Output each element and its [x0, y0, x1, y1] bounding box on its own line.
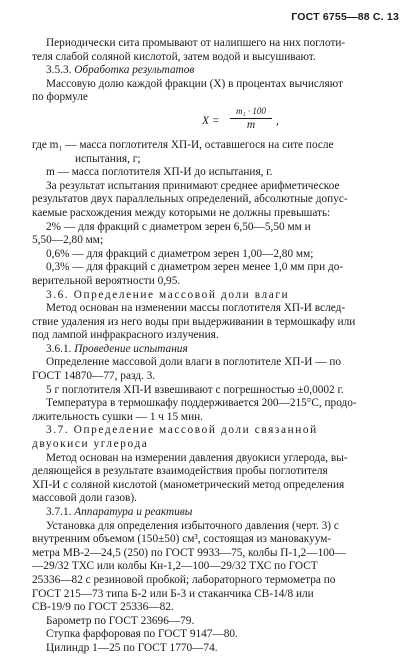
page-header: ГОСТ 6755—88 С. 13 — [291, 11, 399, 23]
paragraph-line: 5 г поглотителя ХП-И взвешивают с погрешностью ±0,0002 г. — [46, 383, 344, 396]
formula-comma: , — [276, 114, 279, 127]
paragraph-line: результатов двух параллельных определений, абсолютные допус- — [32, 193, 348, 206]
paragraph-line: 25336—82 с резиновой пробкой; лабораторного термометра по — [32, 573, 336, 586]
paragraph-line: Определение массовой доли влаги в поглотителе ХП-И — по — [46, 356, 342, 369]
section-heading-3-7: 3.7. Определение массовой доли связанной — [46, 424, 318, 437]
paragraph-line: 0,6% — для фракций с диаметром зерен 1,00—2,80 мм; — [46, 247, 314, 260]
paragraph-line: ГОСТ 215—73 типа Б-2 или Б-3 и стаканчика СВ-14/8 или — [32, 587, 314, 600]
formula — [202, 105, 312, 139]
paragraph-line: m — масса поглотителя ХП-И до испытания, г. — [46, 166, 273, 179]
paragraph-line: За результат испытания принимают среднее арифметическое — [46, 179, 340, 192]
paragraph-line: лжительность сушки — 1 ч 15 мин. — [32, 410, 203, 423]
paragraph-line: верительной вероятности 0,95. — [32, 274, 181, 287]
section-heading-3-7-1: 3.7.1. Аппаратура и реактивы — [46, 506, 193, 518]
paragraph-line: —29/32 ТХС или колбы Кн-1,2—100—29/32 ТХС по ГОСТ — [32, 560, 318, 573]
paragraph-line: ствие удаления из него воды при выдерживании в термошкафу или — [32, 315, 356, 328]
section-heading-3-6-1: 3.6.1. Проведение испытания — [46, 342, 188, 355]
paragraph-line: Метод основан на измерении давления двуокиси углерода, вы- — [46, 451, 348, 464]
paragraph-line: СВ-19/9 по ГОСТ 25336—82. — [32, 601, 174, 614]
paragraph-line: по формуле — [32, 91, 88, 104]
section-heading-3-5-3: 3.5.3. Обработка результатов — [46, 64, 195, 77]
paragraph-line: Установка для определения избыточного давления (черт. 3) с — [46, 519, 339, 532]
paragraph-line: Барометр по ГОСТ 23696—79. — [46, 614, 195, 627]
section-heading-3-7-cont: двуокиси углерода — [32, 438, 149, 451]
paragraph-line: ГОСТ 14870—77, разд. 3. — [32, 370, 156, 383]
paragraph-line: где m₁ — масса поглотителя ХП-И, оставшегося на сите после — [32, 138, 334, 151]
formula-denominator: m — [246, 118, 256, 131]
section-heading-3-6: 3.6. Определение массовой доли влаги — [46, 288, 290, 301]
formula-lhs: X = — [202, 114, 220, 127]
paragraph-line: испытания, г; — [75, 152, 141, 165]
paragraph-line: внутренним объемом (150±50) см³, состоящая из мановакуум- — [32, 533, 332, 546]
paragraph-line: Метод основан на изменении массы поглотителя ХП-И вслед- — [46, 302, 346, 315]
paragraph-line: теля слабой соляной кислотой, затем водой и высушивают. — [32, 50, 316, 63]
paragraph-line: Периодически сита промывают от налипшего на них поглоти- — [46, 37, 346, 49]
paragraph-line: 5,50—2,80 мм; — [32, 234, 104, 247]
paragraph-line: метра МВ-2—24,5 (250) по ГОСТ 9933—75, колбы П-1,2—100— — [32, 546, 346, 559]
paragraph-line: массовой доли газов). — [32, 492, 137, 505]
paragraph-line: каемые расхождения между которыми не должны превышать: — [32, 206, 331, 219]
paragraph-line: деляющейся в результате взаимодействия пробы поглотителя — [32, 465, 328, 478]
paragraph-line: ХП-И с соляной кислотой (манометрический метод определения — [32, 478, 345, 491]
paragraph-line: 2% — для фракций с диаметром зерен 6,50—5,50 мм и — [46, 220, 311, 233]
formula-fraction — [230, 105, 272, 132]
paragraph-line: Цилиндр 1—25 по ГОСТ 1770—74. — [46, 641, 218, 654]
paragraph-line: Ступка фарфоровая по ГОСТ 9147—80. — [46, 628, 238, 641]
paragraph-line: Массовую долю каждой фракции (X) в процентах вычисляют — [46, 77, 343, 90]
document-body — [32, 37, 398, 656]
formula-numerator: m₁ · 100 — [230, 105, 272, 119]
paragraph-line: Температура в термошкафу поддерживается 200—215°С, продо- — [46, 397, 357, 410]
paragraph-line: под лампой инфракрасного излучения. — [32, 329, 219, 342]
paragraph-line: 0,3% — для фракций с диаметром зерен менее 1,0 мм при до- — [46, 261, 344, 274]
